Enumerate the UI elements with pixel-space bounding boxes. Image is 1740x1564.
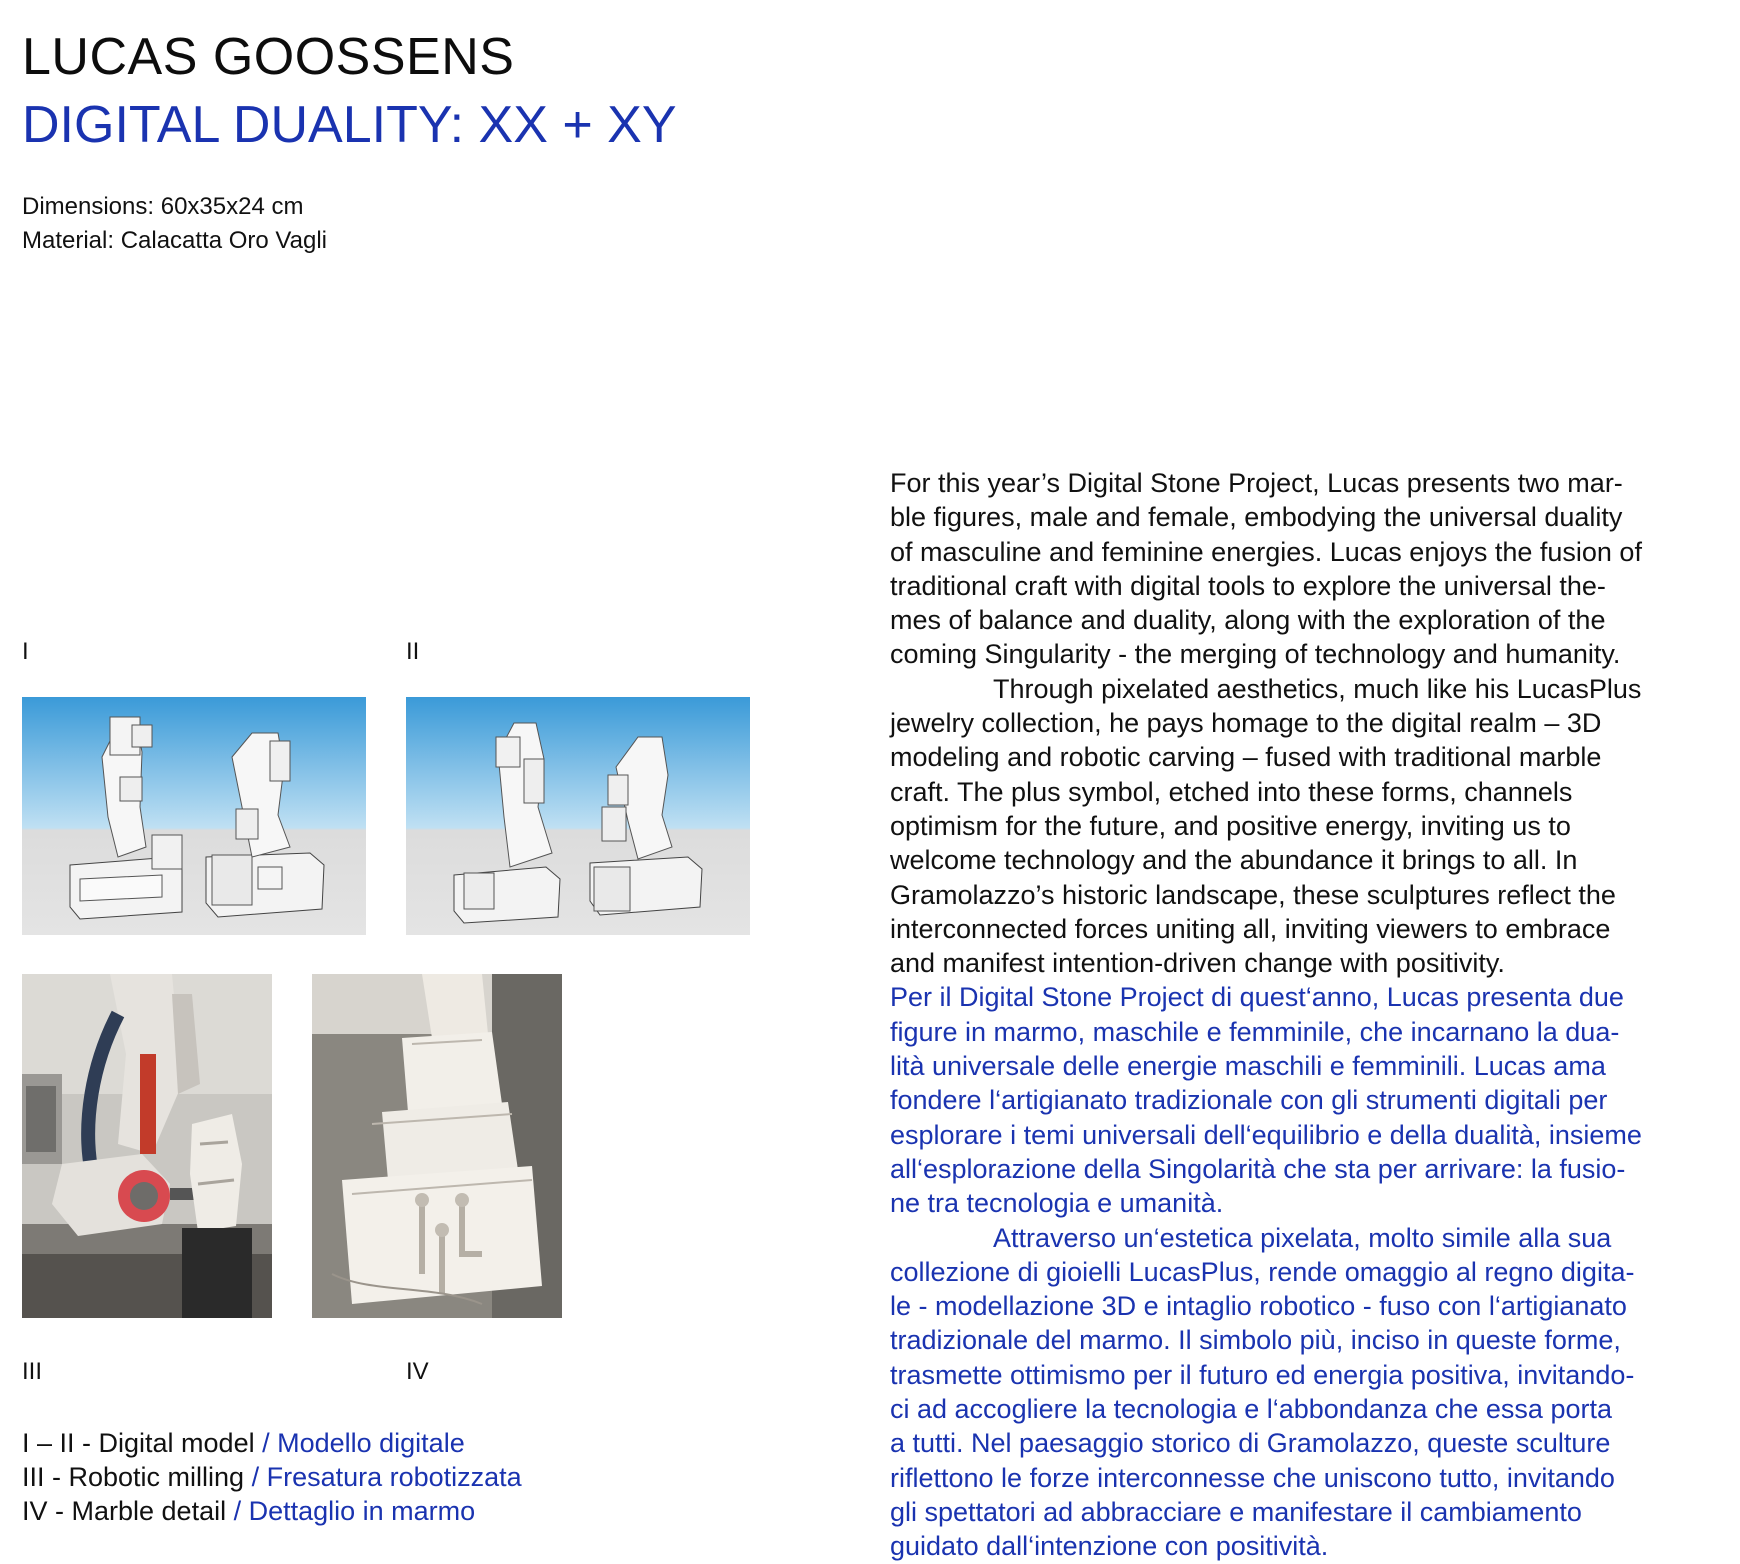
text-line: jewelry collection, he pays homage to the digital realm – 3D	[890, 708, 1602, 739]
text-line: mes of balance and duality, along with the exploration of the	[890, 605, 1606, 636]
text-line: ble figures, male and female, embodying the universal duality	[890, 502, 1623, 533]
text-line: coming Singularity - the merging of technology and humanity.	[890, 639, 1621, 670]
figure-label-4: IV	[406, 1358, 429, 1385]
text-line: modeling and robotic carving – fused with traditional marble	[890, 742, 1602, 773]
marble-detail-illustration	[312, 974, 562, 1318]
text-line: craft. The plus symbol, etched into these forms, channels	[890, 776, 1573, 807]
figure-captions	[22, 1426, 522, 1528]
caption-3-it: / Dettaglio in marmo	[226, 1496, 476, 1526]
text-line: riflettono le forze interconnesse che uniscono tutto, invitando	[890, 1462, 1615, 1493]
marble-detail-photo	[312, 974, 562, 1318]
text-line: interconnected forces uniting all, inviting viewers to embrace	[890, 913, 1611, 944]
material-text: Material: Calacatta Oro Vagli	[22, 227, 328, 254]
italian-paragraph-1	[890, 980, 1720, 1220]
digital-model-image-back	[406, 697, 750, 935]
text-line: esplorare i temi universali dell‘equilibrio e della dualità, insieme	[890, 1119, 1642, 1150]
artist-name: LUCAS GOOSSENS	[22, 28, 515, 86]
text-line: tradizionale del marmo. Il simbolo più, inciso in queste forme,	[890, 1325, 1621, 1356]
text-line: welcome technology and the abundance it brings to all. In	[890, 845, 1578, 876]
figure-label-2: II	[406, 638, 420, 665]
digital-model-image-front	[22, 697, 366, 935]
text-line: ci ad accogliere la tecnologia e l‘abbondanza che essa porta	[890, 1394, 1612, 1425]
digital-model-render-front	[22, 697, 366, 935]
caption-2-en: III - Robotic milling	[22, 1462, 245, 1492]
text-line: ne tra tecnologia e umanità.	[890, 1188, 1224, 1219]
text-line: optimism for the future, and positive energy, inviting us to	[890, 810, 1571, 841]
caption-2-it: / Fresatura robotizzata	[244, 1462, 522, 1492]
text-line: all‘esplorazione della Singolarità che sta per arrivare: la fusio-	[890, 1153, 1626, 1184]
text-line: Gramolazzo’s historic landscape, these sculptures reflect the	[890, 879, 1616, 910]
text-line: Attraverso un‘estetica pixelata, molto simile alla sua	[993, 1222, 1612, 1253]
work-title: DIGITAL DUALITY: XX + XY	[22, 96, 677, 154]
text-line: collezione di gioielli LucasPlus, rende omaggio al regno digita-	[890, 1256, 1635, 1287]
italian-paragraph-2	[890, 1221, 1720, 1564]
caption-3	[22, 1494, 522, 1528]
artwork-description	[890, 466, 1720, 1564]
text-line: figure in marmo, maschile e femminile, che incarnano la dua-	[890, 1016, 1620, 1047]
robotic-milling-photo	[22, 974, 272, 1318]
text-line: traditional craft with digital tools to explore the universal the-	[890, 570, 1606, 601]
text-line: Through pixelated aesthetics, much like his LucasPlus	[993, 673, 1642, 704]
caption-1	[22, 1426, 522, 1460]
figure-label-1: I	[22, 638, 29, 665]
dimensions-text: Dimensions: 60x35x24 cm	[22, 193, 304, 220]
robotic-milling-illustration	[22, 974, 272, 1318]
artwork-specs	[22, 190, 327, 258]
text-line: fondere l‘artigianato tradizionale con gli strumenti digitali per	[890, 1085, 1608, 1116]
figure-label-3: III	[22, 1358, 43, 1385]
english-paragraph-1	[890, 466, 1720, 672]
text-line: guidato dall‘intenzione con positività.	[890, 1531, 1329, 1562]
text-line: a tutti. Nel paesaggio storico di Gramolazzo, queste sculture	[890, 1428, 1611, 1459]
caption-1-it: / Modello digitale	[254, 1428, 465, 1458]
caption-1-en: I – II - Digital model	[22, 1428, 255, 1458]
text-line: le - modellazione 3D e intaglio robotico - fuso con l‘artigianato	[890, 1291, 1627, 1322]
text-line: trasmette ottimismo per il futuro ed energia positiva, invitando-	[890, 1359, 1635, 1390]
text-line: lità universale delle energie maschili e femminili. Lucas ama	[890, 1051, 1606, 1082]
text-line: Per il Digital Stone Project di quest‘anno, Lucas presenta due	[890, 982, 1624, 1013]
caption-3-en: IV - Marble detail	[22, 1496, 227, 1526]
caption-2	[22, 1460, 522, 1494]
digital-model-render-back	[406, 697, 750, 935]
text-line: For this year’s Digital Stone Project, Lucas presents two mar-	[890, 468, 1623, 498]
text-line: gli spettatori ad abbracciare e manifestare il cambiamento	[890, 1496, 1582, 1527]
english-paragraph-2	[890, 672, 1720, 981]
text-line: of masculine and feminine energies. Lucas enjoys the fusion of	[890, 536, 1642, 567]
text-line: and manifest intention-driven change with positivity.	[890, 948, 1505, 979]
